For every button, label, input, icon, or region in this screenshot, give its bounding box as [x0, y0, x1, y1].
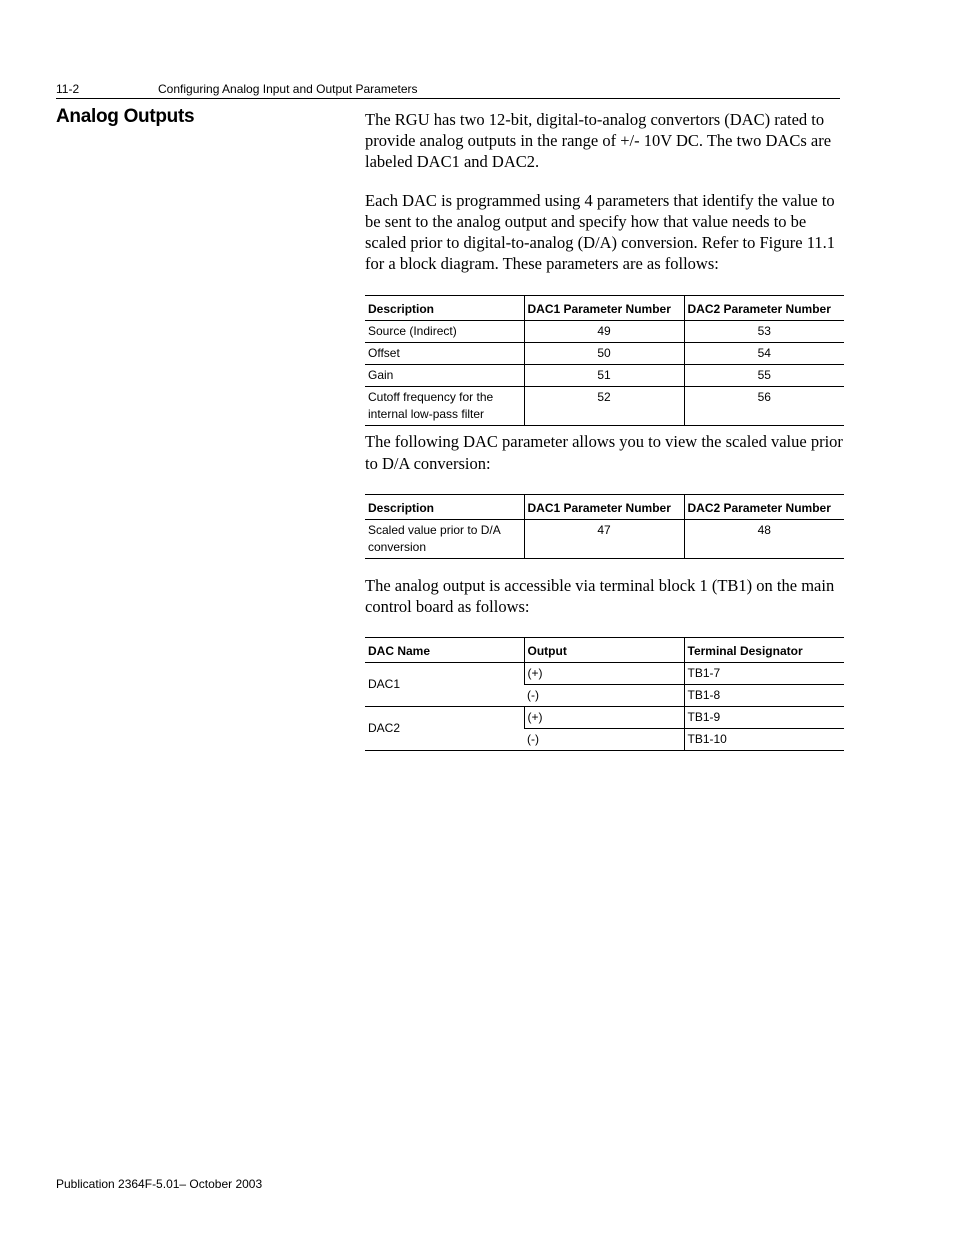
params-paragraph	[365, 190, 845, 274]
table-row	[365, 321, 844, 343]
page-footer: Publication 2364F-5.01– October 2003	[56, 1177, 263, 1191]
section-title: Analog Outputs	[56, 106, 195, 127]
table-cell: TB1-9	[684, 707, 844, 729]
table-cell: TB1-10	[684, 729, 844, 751]
table-cell: 54	[684, 343, 844, 365]
table-cell: 52	[524, 387, 684, 426]
chapter-title: Configuring Analog Input and Output Parameters	[158, 82, 418, 96]
dac-name-cell: DAC1	[365, 663, 524, 707]
table-cell: TB1-8	[684, 685, 844, 707]
column-header: DAC1 Parameter Number	[524, 495, 684, 520]
column-header: DAC Name	[365, 638, 524, 663]
dac-name-cell: DAC2	[365, 707, 524, 751]
table-cell: Source (Indirect)	[365, 321, 524, 343]
page-header	[56, 80, 840, 99]
dac-parameters-table	[365, 295, 844, 426]
table-header-row	[365, 495, 844, 520]
terminal-table	[365, 637, 844, 751]
table-cell: Offset	[365, 343, 524, 365]
column-header: Description	[365, 296, 524, 321]
terminal-paragraph	[365, 575, 845, 617]
column-header: DAC2 Parameter Number	[684, 495, 844, 520]
table-cell: 56	[684, 387, 844, 426]
table-cell: 49	[524, 321, 684, 343]
column-header: Terminal Designator	[684, 638, 844, 663]
table-cell: 47	[524, 520, 684, 559]
table-cell: (-)	[524, 685, 684, 707]
page-number: 11-2	[56, 82, 80, 96]
table-cell: Cutoff frequency for the internal low-pass filter	[365, 387, 524, 426]
table-row	[365, 663, 844, 685]
table-header-row	[365, 296, 844, 321]
table-header-row	[365, 638, 844, 663]
table-cell: 53	[684, 321, 844, 343]
paragraph-1: The RGU has two 12-bit, digital-to-analog convertors (DAC) rated to provide analog outputs in the range of +/- 10V DC. The two DACs are labeled DAC1 and DAC2.	[365, 110, 832, 171]
paragraph-3: The following DAC parameter allows you to view the scaled value prior to D/A conversion:	[365, 432, 843, 473]
table-cell: (+)	[524, 663, 684, 685]
paragraph-2: Each DAC is programmed using 4 parameters that identify the value to be sent to the analog output and specify how that value needs to be scaled prior to digital-to-analog (D/A) conversion. Refer to Figure 11.1 for a block diagram. These parameters are as follows:	[365, 191, 835, 273]
table-cell: 48	[684, 520, 844, 559]
table-row	[365, 343, 844, 365]
paragraph-4: The analog output is accessible via terminal block 1 (TB1) on the main control board as follows:	[365, 576, 835, 616]
table-row	[365, 707, 844, 729]
scaled-value-table	[365, 494, 844, 559]
table-cell: (+)	[524, 707, 684, 729]
table-cell: TB1-7	[684, 663, 844, 685]
column-header: Output	[524, 638, 684, 663]
table-row	[365, 520, 844, 559]
column-header: DAC2 Parameter Number	[684, 296, 844, 321]
table-row	[365, 365, 844, 387]
table-cell: Scaled value prior to D/A conversion	[365, 520, 524, 559]
column-header: Description	[365, 495, 524, 520]
table-cell: Gain	[365, 365, 524, 387]
scaled-value-paragraph	[365, 431, 845, 475]
table-cell: (-)	[524, 729, 684, 751]
table-cell: 50	[524, 343, 684, 365]
table-cell: 51	[524, 365, 684, 387]
table-cell: 55	[684, 365, 844, 387]
column-header: DAC1 Parameter Number	[524, 296, 684, 321]
intro-paragraph	[365, 109, 845, 172]
table-row	[365, 387, 844, 426]
